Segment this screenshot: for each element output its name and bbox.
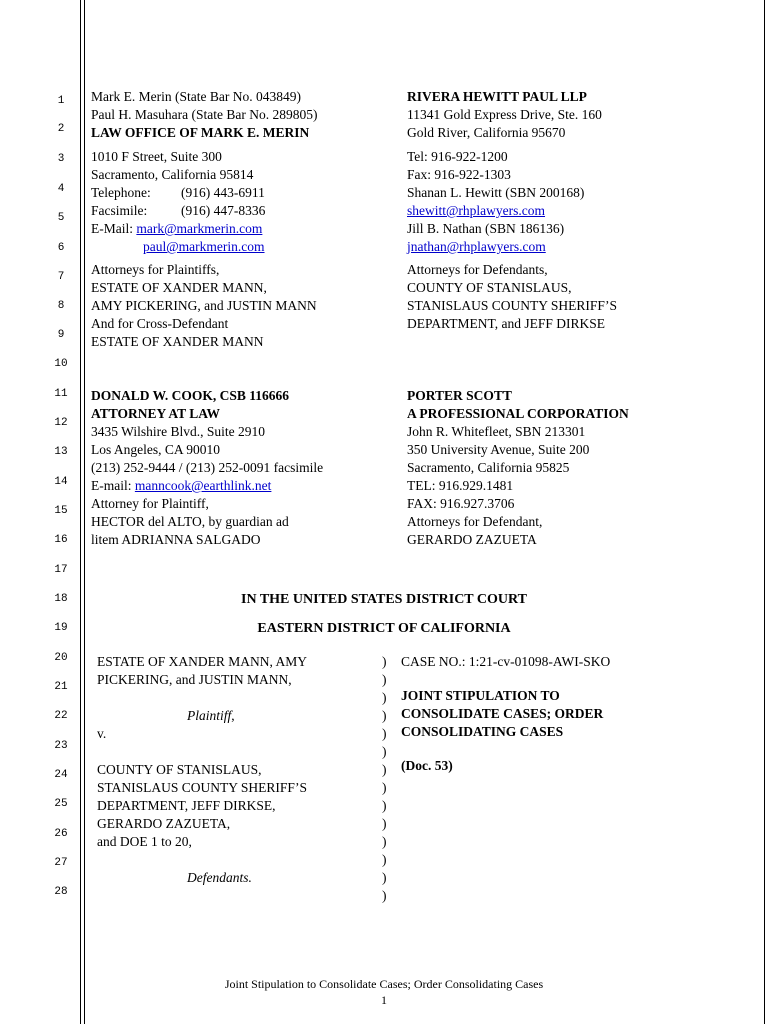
caption-case-info bbox=[401, 653, 610, 775]
document-title-line: CONSOLIDATE CASES; ORDER bbox=[401, 706, 604, 721]
line-number: 8 bbox=[57, 300, 65, 312]
email-link[interactable]: shewitt@rhplawyers.com bbox=[407, 203, 546, 218]
paren: ) bbox=[382, 816, 387, 831]
paren: ) bbox=[382, 744, 387, 759]
line-number: 2 bbox=[57, 123, 65, 135]
line-number: 22 bbox=[54, 710, 68, 722]
telephone-label: Telephone: bbox=[91, 185, 151, 200]
document-title-line: JOINT STIPULATION TO bbox=[401, 688, 560, 703]
footer-title: Joint Stipulation to Consolidate Cases; Order Consolidating Cases bbox=[224, 977, 544, 991]
document-title-line: CONSOLIDATING CASES bbox=[401, 724, 564, 739]
address-line: Sacramento, California 95814 bbox=[91, 167, 254, 182]
role-line: GERARDO ZAZUETA bbox=[407, 532, 537, 547]
line-number: 21 bbox=[54, 681, 68, 693]
paren: ) bbox=[382, 708, 387, 723]
left-margin-rule bbox=[80, 0, 81, 1024]
role-line: ESTATE OF XANDER MANN, bbox=[91, 280, 267, 295]
attorney-line: John R. Whitefleet, SBN 213301 bbox=[407, 424, 586, 439]
firm-name: PORTER SCOTT bbox=[407, 388, 512, 403]
court-district: EASTERN DISTRICT OF CALIFORNIA bbox=[257, 621, 511, 636]
role-line: AMY PICKERING, and JUSTIN MANN bbox=[91, 298, 317, 313]
line-number: 10 bbox=[54, 358, 68, 370]
paren: ) bbox=[382, 870, 387, 885]
plaintiff-label: Plaintiff, bbox=[187, 708, 235, 723]
fax-line: Fax: 916-922-1303 bbox=[407, 167, 511, 182]
fax-line: FAX: 916.927.3706 bbox=[407, 496, 515, 511]
role-line: Attorneys for Defendant, bbox=[407, 514, 543, 529]
line-number: 12 bbox=[54, 417, 68, 429]
address-line: 3435 Wilshire Blvd., Suite 2910 bbox=[91, 424, 265, 439]
line-number: 16 bbox=[54, 534, 68, 546]
paren: ) bbox=[382, 654, 387, 669]
attorney-name: DONALD W. COOK, CSB 116666 bbox=[91, 388, 290, 403]
firm-name: RIVERA HEWITT PAUL LLP bbox=[407, 89, 587, 104]
page-number: 1 bbox=[381, 993, 387, 1007]
line-number: 24 bbox=[54, 769, 68, 781]
right-margin-rule bbox=[764, 0, 765, 1024]
versus: v. bbox=[97, 726, 107, 741]
plaintiff-line: PICKERING, and JUSTIN MANN, bbox=[97, 672, 292, 687]
telephone-line: TEL: 916.929.1481 bbox=[407, 478, 514, 493]
telephone-line: Tel: 916-922-1200 bbox=[407, 149, 508, 164]
telephone-value: (916) 443-6911 bbox=[181, 185, 265, 200]
paren: ) bbox=[382, 672, 387, 687]
firm-subtitle: A PROFESSIONAL CORPORATION bbox=[407, 406, 629, 421]
defendant-line: and DOE 1 to 20, bbox=[97, 834, 192, 849]
plaintiff-line: ESTATE OF XANDER MANN, AMY bbox=[97, 654, 308, 669]
facsimile-value: (916) 447-8336 bbox=[181, 203, 266, 218]
line-number: 19 bbox=[54, 622, 68, 634]
paren: ) bbox=[382, 798, 387, 813]
defendant-line: GERARDO ZAZUETA, bbox=[97, 816, 231, 831]
email-label: E-mail: bbox=[91, 478, 132, 493]
email-link[interactable]: paul@markmerin.com bbox=[143, 239, 265, 254]
paren: ) bbox=[382, 834, 387, 849]
paren: ) bbox=[382, 690, 387, 705]
defendants-counsel-block bbox=[407, 88, 617, 333]
address-line: Gold River, California 95670 bbox=[407, 125, 566, 140]
role-line: STANISLAUS COUNTY SHERIFF’S bbox=[407, 298, 617, 313]
facsimile-label: Facsimile: bbox=[91, 203, 148, 218]
firm-name: LAW OFFICE OF MARK E. MERIN bbox=[91, 125, 310, 140]
left-margin-rule-inner bbox=[84, 0, 85, 1024]
line-number: 4 bbox=[57, 183, 65, 195]
attorney-title: ATTORNEY AT LAW bbox=[91, 406, 221, 421]
phone-line: (213) 252-9444 / (213) 252-0091 facsimile bbox=[91, 460, 324, 475]
role-line: ESTATE OF XANDER MANN bbox=[91, 334, 264, 349]
address-line: 11341 Gold Express Drive, Ste. 160 bbox=[407, 107, 602, 122]
line-number: 6 bbox=[57, 242, 65, 254]
line-number: 13 bbox=[54, 446, 68, 458]
line-number: 17 bbox=[54, 564, 68, 576]
role-line: And for Cross-Defendant bbox=[91, 316, 229, 331]
email-line bbox=[91, 220, 317, 238]
email-link[interactable]: manncook@earthlink.net bbox=[134, 478, 272, 493]
line-number: 15 bbox=[54, 505, 68, 517]
case-number: CASE NO.: 1:21-cv-01098-AWI-SKO bbox=[401, 654, 611, 669]
attorney-line: Mark E. Merin (State Bar No. 043849) bbox=[91, 89, 301, 104]
paren: ) bbox=[382, 780, 387, 795]
defendant-line: COUNTY OF STANISLAUS, bbox=[97, 762, 262, 777]
line-number: 27 bbox=[54, 857, 68, 869]
line-number: 20 bbox=[54, 652, 68, 664]
porter-counsel-block bbox=[407, 387, 629, 549]
role-line: Attorney for Plaintiff, bbox=[91, 496, 209, 511]
paren: ) bbox=[382, 762, 387, 777]
email-link[interactable]: mark@markmerin.com bbox=[136, 221, 263, 236]
line-number: 5 bbox=[57, 212, 65, 224]
address-line: 1010 F Street, Suite 300 bbox=[91, 149, 222, 164]
telephone-line bbox=[91, 184, 317, 202]
role-line: HECTOR del ALTO, by guardian ad bbox=[91, 514, 289, 529]
cook-counsel-block bbox=[91, 387, 323, 549]
line-number: 14 bbox=[54, 476, 68, 488]
paren: ) bbox=[382, 888, 387, 903]
line-number: 3 bbox=[57, 153, 65, 165]
attorney-line: Paul H. Masuhara (State Bar No. 289805) bbox=[91, 107, 318, 122]
line-number: 28 bbox=[54, 886, 68, 898]
line-number: 18 bbox=[54, 593, 68, 605]
defendant-line: STANISLAUS COUNTY SHERIFF’S bbox=[97, 780, 307, 795]
line-number: 7 bbox=[57, 271, 65, 283]
address-line: 350 University Avenue, Suite 200 bbox=[407, 442, 590, 457]
email-line bbox=[91, 238, 317, 256]
line-number: 9 bbox=[57, 329, 65, 341]
line-number: 11 bbox=[54, 388, 68, 400]
caption-parties bbox=[97, 653, 307, 887]
email-label: E-Mail: bbox=[91, 221, 133, 236]
role-line: Attorneys for Plaintiffs, bbox=[91, 262, 220, 277]
address-line: Sacramento, California 95825 bbox=[407, 460, 570, 475]
line-number: 26 bbox=[54, 828, 68, 840]
court-name: IN THE UNITED STATES DISTRICT COURT bbox=[241, 592, 527, 607]
defendant-line: DEPARTMENT, JEFF DIRKSE, bbox=[97, 798, 276, 813]
role-line: litem ADRIANNA SALGADO bbox=[91, 532, 261, 547]
paren: ) bbox=[382, 726, 387, 741]
line-number: 23 bbox=[54, 740, 68, 752]
plaintiffs-counsel-block bbox=[91, 88, 317, 351]
email-link[interactable]: jnathan@rhplawyers.com bbox=[407, 239, 546, 254]
facsimile-line bbox=[91, 202, 317, 220]
line-number: 1 bbox=[57, 95, 65, 107]
email-line bbox=[91, 477, 323, 495]
line-number: 25 bbox=[54, 798, 68, 810]
document-reference: (Doc. 53) bbox=[401, 758, 453, 773]
role-line: Attorneys for Defendants, bbox=[407, 262, 548, 277]
paren: ) bbox=[382, 852, 387, 867]
address-line: Los Angeles, CA 90010 bbox=[91, 442, 221, 457]
role-line: COUNTY OF STANISLAUS, bbox=[407, 280, 572, 295]
attorney-line: Jill B. Nathan (SBN 186136) bbox=[407, 221, 565, 236]
attorney-line: Shanan L. Hewitt (SBN 200168) bbox=[407, 185, 585, 200]
defendants-label: Defendants. bbox=[187, 870, 252, 885]
role-line: DEPARTMENT, and JEFF DIRKSE bbox=[407, 316, 605, 331]
